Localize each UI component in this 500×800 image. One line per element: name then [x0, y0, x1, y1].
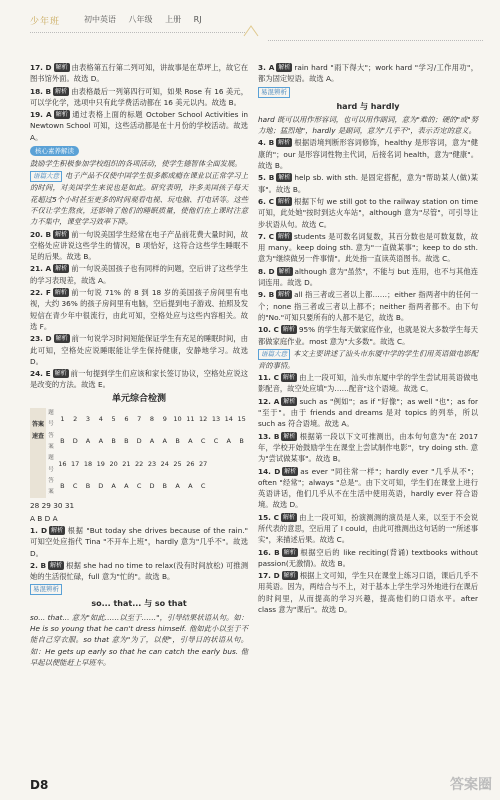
- brand-logo: 少年班: [30, 17, 61, 27]
- answer-tail-letters: A B D A: [30, 513, 58, 523]
- answer-item: 12. A 解析 such as "例如"；as if "好像"；as well "也"；as for "至于"。由于 friends and dreams 是对 topics 的列举，所以 such as 符合语境。故选 A。: [258, 396, 478, 429]
- answer-item: 4. B 解析 根据语境判断形容词修饰，healthy 是形容词，意为"健康的"；our 是形容词性物主代词，后接名词 health，意为"健康"。故选 B。: [258, 138, 478, 171]
- header-volume: 上册: [165, 15, 182, 24]
- right-column: [258, 62, 478, 616]
- answer-item: 3. A 解析 rain hard "雨下得大"；work hard "学习/工作用功"，都为固定短语。故选 A。: [258, 63, 478, 84]
- left-column: [30, 62, 248, 669]
- analysis-tag: 解析: [55, 87, 68, 95]
- sothat-text: so... that... 意为"如此……以至于……"，引导结果状语从句。如：He is so young that he can't dress himself. 他如此小以至于不能自己穿衣服。so that 意为"为了，以便"，引导目的状语从句。如：He gets up early so that he can catch the early bus. 他早起以便能赶上早班车。: [30, 612, 248, 667]
- tip-block: 语篇大意 本文主要讲述了汕头市东厦中学的学生们用英语做电影配音的事情。: [258, 348, 478, 370]
- decoration-icon: [242, 24, 260, 38]
- page-header: [0, 0, 500, 58]
- ability-text: 鼓励学生积极参加学校组织的各项活动，使学生德智体全面发展。: [30, 159, 242, 169]
- tip-label: 语篇大意: [30, 171, 62, 182]
- header-divider-right: [268, 40, 483, 41]
- answer-item: 7. C 解析 students 是可数名词复数，其百分数也是可数复数，故用 many。keep doing sth. 意为"一直做某事"；keep to do sth. 意为"继续做另一件事情"。此处指一直读英语图书。故选 C。: [258, 231, 478, 264]
- answer-tail-nums: 28 29 30 31: [30, 501, 75, 511]
- answer-item: 24. E 解析 前一句提到学生们应该和家长签订协议，空格处应说这是改变的方法。故选 E。: [30, 369, 249, 390]
- answer-table: 答案速查 题号 1 2 3 4 5 6 7 8 9 10 11 12 13 14 15 答案 B D A A B B D A A B A C C A B 题号 16 17 18 19 20 21 22 23 24 25 26 27 答案 B C B D A A C D B A A C: [30, 408, 248, 498]
- analysis-tag: 解析: [55, 64, 68, 71]
- answer-item: 23. D 解析 前一句说学习时间短能保证学生有充足的睡眠时间，由此可知，空格处应说睡眠能让学生保持健康，安静地学习。故选 D。: [30, 334, 248, 366]
- answer-item: 9. B 解析 all 指三者或三者以上都……；either 指两者中的任何一个；none 指三者或三者以上都不；neither 指两者都不。由下句的"No."可知只要所有的人都不是它，故选 B。: [258, 290, 479, 322]
- analysis-tag: 解析: [55, 111, 68, 119]
- answer-item: 2. B 解析 根据 she had no time to relax(没有时间放松) 可推测她的生活很忙碌，full 意为"忙的"。故选 B。: [30, 560, 248, 582]
- answer-item: 14. D 解析 as ever "同往常一样"；hardly ever "几乎从不"；often "经常"；always "总是"。由下文可知，学生们在课堂上进行英语讲话，他们几乎从不在生活中使用英语，hardly ever 符合语境。故选 D。: [258, 466, 479, 510]
- easy-label: 易混辨析: [258, 86, 478, 98]
- ability-banner: 核心素养解读: [30, 144, 248, 158]
- hard-title: hard 与 hardly: [336, 101, 400, 111]
- answer-item: 17. D 解析 由表格第五行第二列可知，讲故事是在草坪上，故它在图书馆外面。故选 D。: [30, 63, 248, 84]
- answer-item: 5. B 解析 help sb. with sth. 是固定搭配，意为"帮助某人(做)某事"。故选 B。: [258, 173, 479, 194]
- header-edition: RJ: [193, 15, 202, 24]
- answer-item: 15. C 解析 由上一段可知，扮演测测的演员是人来，以至于不会说所代表的意思，空后用了 I could，由此可推测出这句话的一"所述事实"，来描述后果。故选 C。: [258, 512, 478, 545]
- answer-item: 6. C 解析 根据下句 we still got to the railway station on time 可知，此处她"按时到达火车站"，although 意为"尽管"，可引导让步状语从句。故选 C。: [258, 196, 478, 229]
- watermark-logo: 答案圈: [450, 777, 492, 793]
- unit-title: 单元综合检测: [111, 393, 166, 404]
- header-divider: [30, 32, 245, 33]
- page-number: D8: [30, 778, 49, 792]
- answer-item: 10. C 解析 95% 的学生每天做家庭作业，也就是说大多数学生每天都做家庭作业。most 意为"大多数"。故选 C。: [258, 325, 478, 346]
- answer-item: 21. A 解析 前一句说美国孩子也有同样的问题，空后讲了这些学生的学习表现差，故选 A。: [30, 264, 248, 285]
- answer-item: 8. D 解析 although 意为"虽然"，不能与 but 连用，也不与其他连词连用。故选 D。: [258, 266, 478, 288]
- header-grade: 八年级: [128, 15, 153, 24]
- tip-block: 语篇大意 电子产品不仅使中国学生很多都成瘾在课业以正常学习上的时间，对美国学生来说也是如此。研究表明，许多美国孩子每天花超过5个小时甚至更多的时间观看电视、玩电脑、打电话等。这些不仅让学生熬夜，还影响了他们的睡眠质量，使他们在上课时注意力不集中，课堂学习效率下降。: [30, 171, 248, 227]
- sothat-title: so... that... 与 so that: [91, 599, 187, 609]
- answer-item: 20. B 解析 前一句说美国学生经常在电子产品前花费大量时间，故空格处应讲说这些学生的情况，B 项恰好，这符合这些学生睡眠不足的后果。故选 B。: [30, 229, 249, 262]
- answer-item: 11. C 解析 由上一段可知，汕头市东厦中学的学生尝试用英语做电影配音，故空处应填"为……配音"这个语境。故选 C。: [258, 373, 478, 394]
- answer-label: 答案速查: [30, 408, 46, 453]
- answer-item: 19. A 解析 通过表格上面的标题 October School Activities in Newtown School 可知，这些活动都是在十月份的学校活动。故选 A。: [30, 110, 248, 142]
- answer-item: 13. B 解析 根据第一段以下文可推测出，由本句句意为"在 2017 年，学校开始鼓励学生在课堂上尝试制作电影"，try doing sth. 意为"尝试做某事"。故选 B。: [258, 431, 479, 464]
- hard-text: hard 既可以用作形容词，也可以用作副词，意为"难的；硬的"或"努力地；猛烈地"，hardly 是副词，意为"几乎不"，表示否定的意义。: [258, 114, 478, 136]
- answer-item: 16. B 解析 根据空后的 like reciting(背诵) textbooks without passion(无激情)。故选 B。: [258, 547, 479, 568]
- header-meta: [84, 14, 212, 25]
- header-subject: 初中英语: [84, 15, 116, 24]
- answer-item: 18. B 解析 由表格最后一列第四行可知，如果 Rose 有 16 美元，可以学化学，选项中只有此学费活动都在 16 美元以内。故选 B。: [30, 86, 248, 107]
- answer-item: 1. D 解析 根据 "But today she drives because of the rain." 可知空处应指代 Tina "不开车上班"，hardly 意为"几乎不"。故选 D。: [30, 525, 248, 558]
- answer-item: 22. F 解析 前一句说 71% 的 8 到 18 岁的美国孩子房间里有电视，大约 36% 的孩子房间里有电脑，空后提到电子游戏、拍照及发短信在青少年中很流行，由此可知，空格处应与这些内容相关。故选 F。: [30, 288, 249, 331]
- answer-item: 17. D 解析 根据上文可知，学生只在课堂上练习口语，课后几乎不用英语。因为，两结合与不上，对于基本上学生学习外地进行在课后的时间里，从而提高的学习兴趣，提高他们的口语水平。after class 意为"课后"。故选 D。: [258, 571, 479, 615]
- easy-label: 易混辨析: [30, 583, 248, 595]
